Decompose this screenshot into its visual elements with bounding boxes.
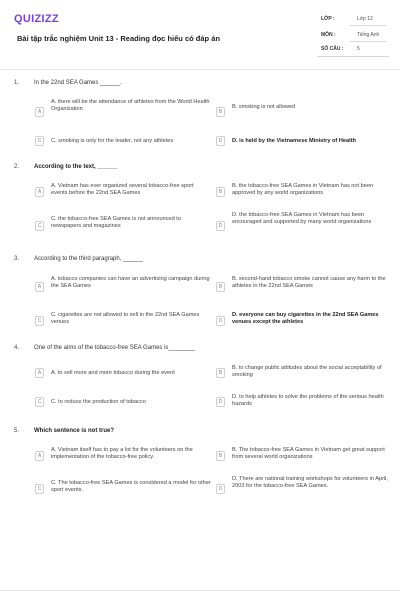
class-underline bbox=[350, 25, 386, 26]
option-letter-box[interactable]: A bbox=[35, 107, 44, 117]
answer-option[interactable]: D. There are national training workshops for volunteers in April, 2003 for the tobacco-free SEA Games. bbox=[232, 476, 388, 490]
question-stem: Which sentence is not true? bbox=[34, 428, 115, 434]
option-letter-box[interactable]: D bbox=[216, 221, 225, 231]
answer-option[interactable]: C. smoking is only for the leader, not any athletes bbox=[51, 138, 174, 144]
option-letter-box[interactable]: A bbox=[35, 187, 44, 197]
answer-option[interactable]: C. The tobacco-free SEA Games is considered a model for other sport events. bbox=[51, 480, 211, 494]
subject-underline bbox=[350, 41, 386, 42]
option-letter-box[interactable]: D bbox=[216, 484, 225, 494]
worksheet-title: Bài tập trắc nghiệm Unit 13 - Reading đọc hiểu có đáp án bbox=[17, 34, 220, 43]
question-count-label: SỐ CÂU : bbox=[321, 46, 344, 52]
answer-option[interactable]: A. tobacco companies can have an advertising campaign during the SEA Games bbox=[51, 276, 210, 290]
question-number: 5. bbox=[14, 428, 20, 434]
answer-option[interactable]: A. to sell more and more tobacco during the event bbox=[51, 370, 175, 376]
answer-option[interactable]: C. the tobacco-free SEA Games is not announced to newspapers and magazines bbox=[51, 216, 181, 230]
question-stem: According to the text, ______ bbox=[34, 164, 118, 170]
answer-option[interactable]: D. is held by the Vietnamese Ministry of Health bbox=[232, 138, 356, 144]
answer-option[interactable]: D. the tobacco-free SEA Games in Vietnam has been encouraged and supported by many world organizations bbox=[232, 212, 372, 226]
question-stem: One of the aims of the tobacco-free SEA Games is________ bbox=[34, 345, 196, 351]
subject-label: MÔN : bbox=[321, 32, 336, 38]
answer-option[interactable]: B. the tobacco-free SEA Games in Vietnam has not been approved by any world organizations bbox=[232, 183, 374, 197]
subject-value: Tiếng Anh bbox=[357, 32, 380, 38]
answer-option[interactable]: A. Vietnam itself has to pay a lot for the volunteers on the implementation of the tobacco-free policy. bbox=[51, 447, 193, 461]
answer-option[interactable]: B. The tobacco-free SEA Games in Vietnam get great support from several world organizations bbox=[232, 447, 385, 461]
class-value: Lớp 12 bbox=[357, 16, 373, 22]
option-letter-box[interactable]: B bbox=[216, 282, 225, 292]
worksheet-header bbox=[0, 0, 400, 70]
answer-option[interactable]: C. cigarettes are not allowed to sell in the 22nd SEA Games venues bbox=[51, 312, 200, 326]
answer-option[interactable]: A. Vietnam has ever organized several tobacco-free sport events before the 22nd SEA Games bbox=[51, 183, 194, 197]
option-letter-box[interactable]: A bbox=[35, 451, 44, 461]
option-letter-box[interactable]: D bbox=[216, 136, 225, 146]
option-letter-box[interactable]: A bbox=[35, 368, 44, 378]
option-letter-box[interactable]: C bbox=[35, 484, 44, 494]
option-letter-box[interactable]: D bbox=[216, 397, 225, 407]
quizizz-logo: QUIZIZZ bbox=[14, 13, 59, 25]
answer-option[interactable]: B. second-hand tobacco smoke cannot cause any harm to the athletes in the 22nd SEA Games bbox=[232, 276, 386, 290]
question-stem: According to the third paragraph, ______ bbox=[34, 256, 144, 262]
option-letter-box[interactable]: B bbox=[216, 451, 225, 461]
answer-option[interactable]: D. everyone can buy cigarettes in the 22nd SEA Games venues except the athletes bbox=[232, 312, 379, 326]
option-letter-box[interactable]: C bbox=[35, 221, 44, 231]
answer-option[interactable]: C. to reduce the production of tobacco bbox=[51, 399, 146, 405]
option-letter-box[interactable]: C bbox=[35, 316, 44, 326]
option-letter-box[interactable]: B bbox=[216, 368, 225, 378]
question-stem: In the 22nd SEA Games ______. bbox=[34, 80, 122, 86]
answer-option[interactable]: B. smoking is not allowed bbox=[232, 104, 296, 110]
answer-option[interactable]: B. to change public attitudes about the social acceptability of smoking bbox=[232, 365, 382, 379]
answer-option[interactable]: D. to help athletes to solve the problems of the serious health hazards bbox=[232, 394, 384, 408]
option-letter-box[interactable]: B bbox=[216, 187, 225, 197]
question-number: 4. bbox=[14, 345, 20, 351]
class-label: LỚP : bbox=[321, 16, 335, 22]
answer-option[interactable]: A. there will be the attendance of athletes from the World Health Organization bbox=[51, 99, 210, 113]
question-number: 1. bbox=[14, 80, 20, 86]
meta-divider bbox=[317, 56, 389, 57]
option-letter-box[interactable]: B bbox=[216, 107, 225, 117]
option-letter-box[interactable]: D bbox=[216, 316, 225, 326]
question-count-value: 5 bbox=[357, 46, 360, 52]
question-number: 2. bbox=[14, 164, 20, 170]
question-number: 3. bbox=[14, 256, 20, 262]
option-letter-box[interactable]: C bbox=[35, 136, 44, 146]
page-bottom-divider bbox=[0, 590, 400, 591]
option-letter-box[interactable]: C bbox=[35, 397, 44, 407]
option-letter-box[interactable]: A bbox=[35, 282, 44, 292]
